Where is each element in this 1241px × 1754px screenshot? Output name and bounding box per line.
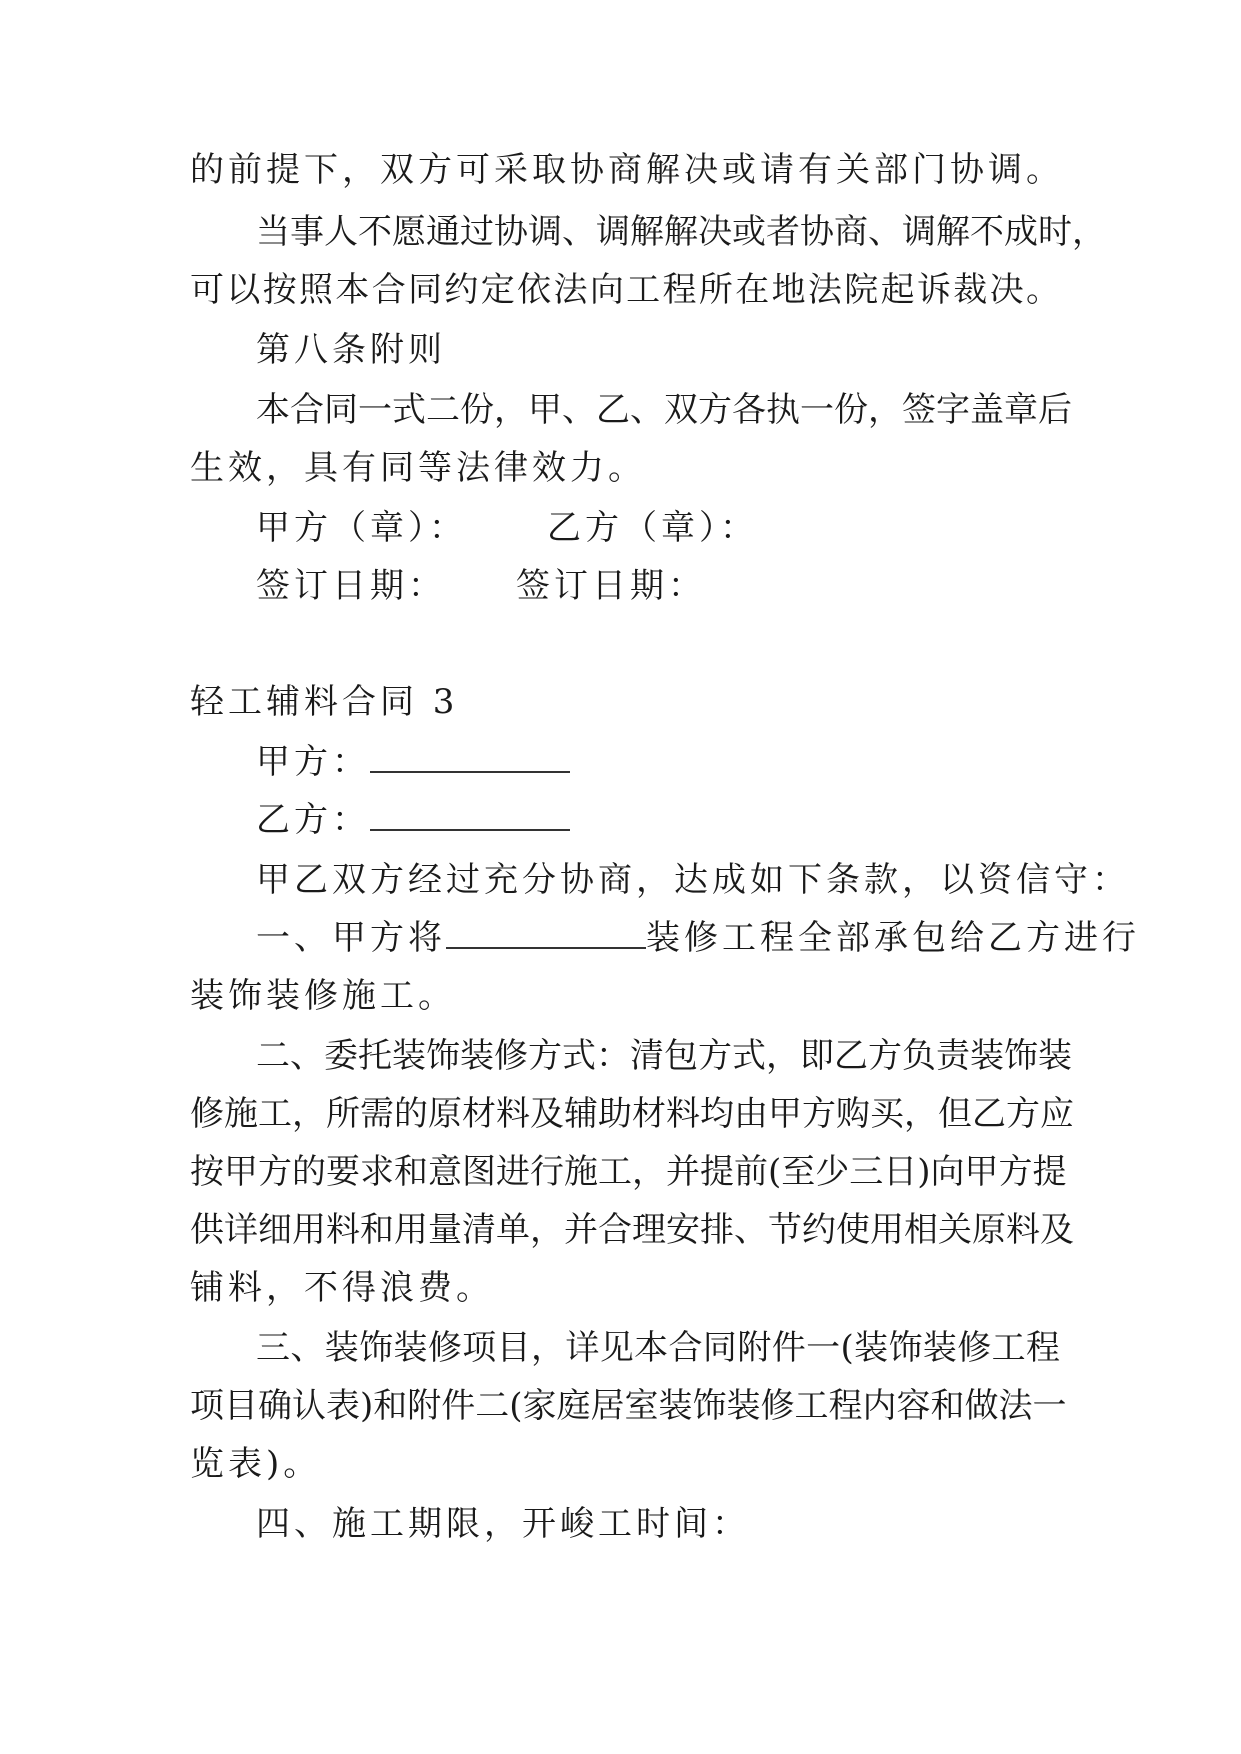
party-b-line	[256, 800, 1060, 840]
party-a-line	[256, 742, 1060, 782]
paragraph-line: 生效，具有同等法律效力。	[190, 448, 646, 488]
paragraph-line: 项目确认表)和附件二(家庭居室装饰装修工程内容和做法一	[190, 1386, 1067, 1426]
clause-one-prefix: 一、甲方将	[256, 918, 446, 958]
party-a-blank	[370, 745, 570, 773]
paragraph-line: 铺料，不得浪费。	[190, 1268, 494, 1308]
paragraph-line: 二、委托装饰装修方式：清包方式，即乙方负责装饰装	[256, 1036, 1072, 1076]
party-b-label: 乙方：	[256, 800, 370, 840]
paragraph-line: 四、施工期限，开峻工时间：	[256, 1504, 750, 1544]
paragraph-line: 甲乙双方经过充分协商，达成如下条款，以资信守：	[256, 860, 1130, 900]
signature-seal-row	[256, 508, 1060, 548]
paragraph-line: 修施工，所需的原材料及辅助材料均由甲方购买，但乙方应	[190, 1094, 1074, 1134]
paragraph-line: 供详细用料和用量清单，并合理安排、节约使用相关原料及	[190, 1210, 1074, 1250]
paragraph-line: 按甲方的要求和意图进行施工，并提前(至少三日)向甲方提	[190, 1152, 1067, 1192]
signature-date-row	[256, 566, 1060, 606]
section-heading: 第八条附则	[256, 330, 446, 370]
paragraph-line: 三、装饰装修项目，详见本合同附件一(装饰装修工程	[256, 1328, 1060, 1368]
paragraph-line: 当事人不愿通过协调、调解解决或者协商、调解不成时，	[256, 212, 1106, 252]
party-a-label: 甲方：	[256, 742, 370, 782]
party-b-seal-label: 乙方（章）：	[547, 508, 758, 548]
paragraph-line: 本合同一式二份，甲、乙、双方各执一份，签字盖章后	[256, 390, 1072, 430]
paragraph-line: 装饰装修施工。	[190, 976, 456, 1016]
date-b-label: 签订日期：	[516, 566, 706, 606]
paragraph-line: 的前提下，双方可采取协商解决或请有关部门协调。	[190, 150, 1060, 190]
paragraph-line: 览表)。	[190, 1444, 322, 1484]
clause-one-blank	[446, 921, 646, 949]
clause-one-line	[256, 918, 1140, 958]
paragraph-line: 可以按照本合同约定依法向工程所在地法院起诉裁决。	[190, 270, 1060, 310]
party-b-blank	[370, 803, 570, 831]
clause-one-suffix: 装修工程全部承包给乙方进行	[646, 918, 1140, 958]
document-title: 轻工辅料合同 3	[190, 682, 459, 722]
date-a-label: 签订日期：	[256, 566, 446, 606]
party-a-seal-label: 甲方（章）：	[256, 508, 467, 548]
